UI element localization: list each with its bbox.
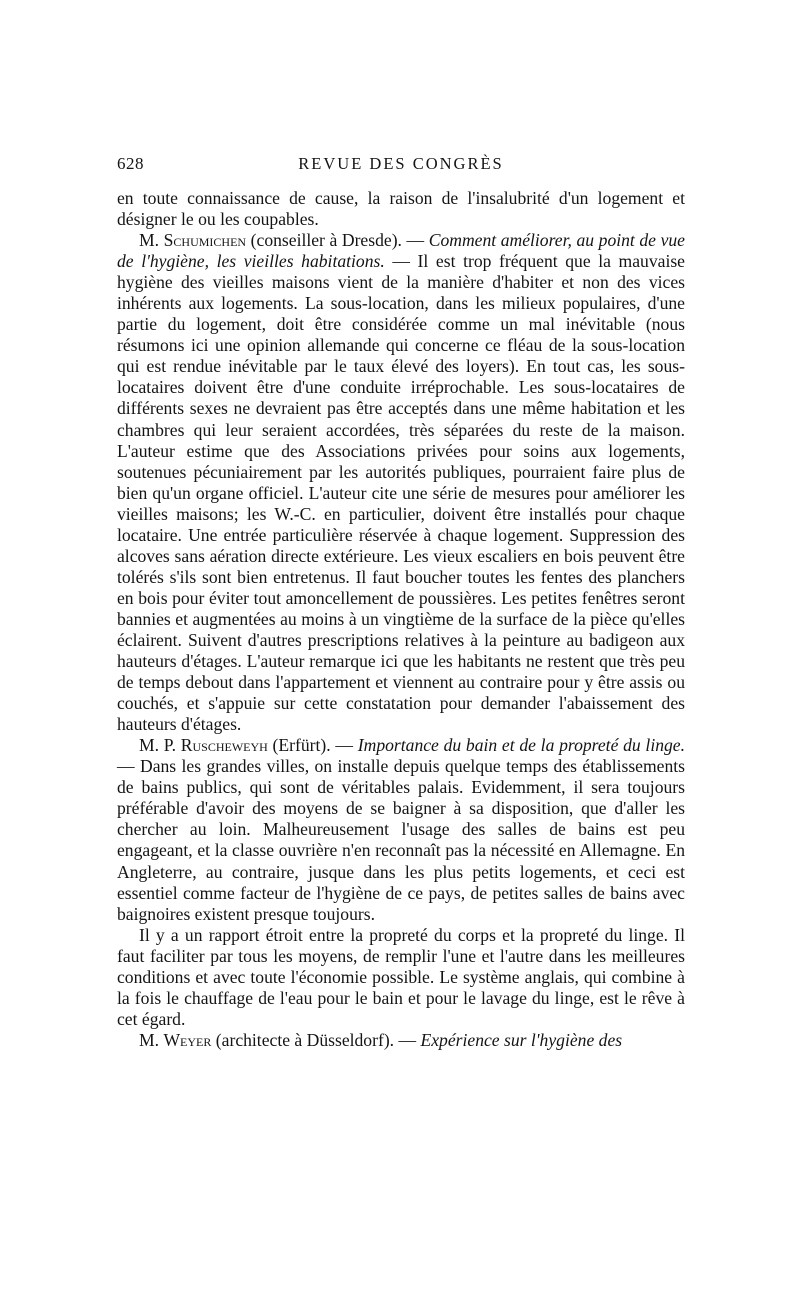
speaker-name: Weyer xyxy=(163,1029,212,1050)
paper-title: Comment améliorer, au point de vue de l'hygiène, les vieilles habitations. xyxy=(117,230,685,272)
journal-title: REVUE DES CONGRÈS xyxy=(298,154,504,173)
running-head xyxy=(117,154,685,178)
speaker-prefix: M. P. xyxy=(139,735,181,756)
page-number: 628 xyxy=(117,154,144,173)
paper-title: Importance du bain et de la propreté du linge. xyxy=(357,735,686,756)
paper-title: Expérience sur l'hygiène des xyxy=(420,1029,623,1050)
paragraph-continuation xyxy=(117,188,685,230)
speaker-prefix: M. xyxy=(139,230,164,251)
speaker-name: Ruscheweyh xyxy=(180,735,268,756)
speaker-role: (Erfürt). — xyxy=(267,735,358,756)
paragraph-linge xyxy=(117,925,685,1030)
paragraph-schumichen xyxy=(117,230,685,735)
paragraph-text: en toute connaissance de cause, la raison de l'insalubrité d'un logement et désigner le ou les coupables. xyxy=(117,188,685,230)
speaker-prefix: M. xyxy=(139,1029,164,1050)
speaker-role: (architecte à Düsseldorf). — xyxy=(211,1029,421,1050)
paragraph-ruscheweyh xyxy=(117,735,685,924)
speaker-role: (conseiller à Dresde). — xyxy=(246,230,429,251)
speaker-name: Schumichen xyxy=(163,230,247,251)
paragraph-text: — Dans les grandes villes, on installe depuis quelque temps des établissements de bains publics, qui sont de véritables palais. Evidemment, il sera toujours préférable d'avoir des moyens de se baigner à sa disposition, que d'aller les chercher au loin. Malheureusement l'usage des salles de bains est peu engageant, et la classe ouvrière n'en reconnaît pas la nécessité en Allemagne. En Angleterre, au contraire, jusque dans les plus petits logements, et ceci est essentiel comme facteur de l'hygiène de ce pays, de petites salles de bains avec baignoires existent presque toujours. xyxy=(117,756,685,924)
paragraph-weyer xyxy=(117,1030,685,1051)
paragraph-text: — Il est trop fréquent que la mauvaise hygiène des vieilles maisons vient de la manière d'habiter et non des vices inhérents aux logements. La sous-location, dans les milieux populaires, d'une partie du logement, doit être considérée comme un mal inévitable (nous résumons ici une opinion allemande qui concerne ce fléau de la sous-location qui est rendue inévitable par le taux élevé des loyers). En tout cas, les sous-locataires doivent être d'une conduite irréprochable. Les sous-locataires de différents sexes ne devraient pas être acceptés dans une même habitation et les chambres qui leur seraient accordées, très séparées du reste de la maison. L'auteur estime que des Associations privées pour soins aux logements, soutenues pécuniairement par les autorités publiques, pourraient faire plus de bien qu'un organe officiel. L'auteur cite une série de mesures pour améliorer les vieilles maisons; les W.-C. en particulier, doivent être installés pour chaque locataire. Une entrée particulière réservée à chaque logement. Suppression des alcoves sans aération directe extérieure. Les vieux escaliers en bois peuvent être tolérés s'ils sont bien entretenus. Il faut boucher toutes les fentes des planchers en bois pour éviter tout amoncellement de poussières. Les petites fenêtres seront bannies et augmentées au moins à un vingtième de la surface de la pièce qu'elles éclairent. Suivent d'autres prescriptions relatives à la peinture au badigeon aux hauteurs d'étages. L'auteur remarque ici que les habitants ne restent que très peu de temps debout dans l'appartement et viennent au contraire pour y être assis ou couchés, et s'appuie sur cette constatation pour demander l'abaissement des hauteurs d'étages. xyxy=(117,251,685,735)
body-text xyxy=(117,188,685,1051)
paragraph-text: Il y a un rapport étroit entre la propreté du corps et la propreté du linge. Il faut faciliter par tous les moyens, de remplir l'une et l'autre dans les meilleures conditions et avec toute l'économie possible. Le système anglais, qui combine à la fois le chauffage de l'eau pour le bain et pour le lavage du linge, est le rêve à cet égard. xyxy=(117,924,685,1029)
